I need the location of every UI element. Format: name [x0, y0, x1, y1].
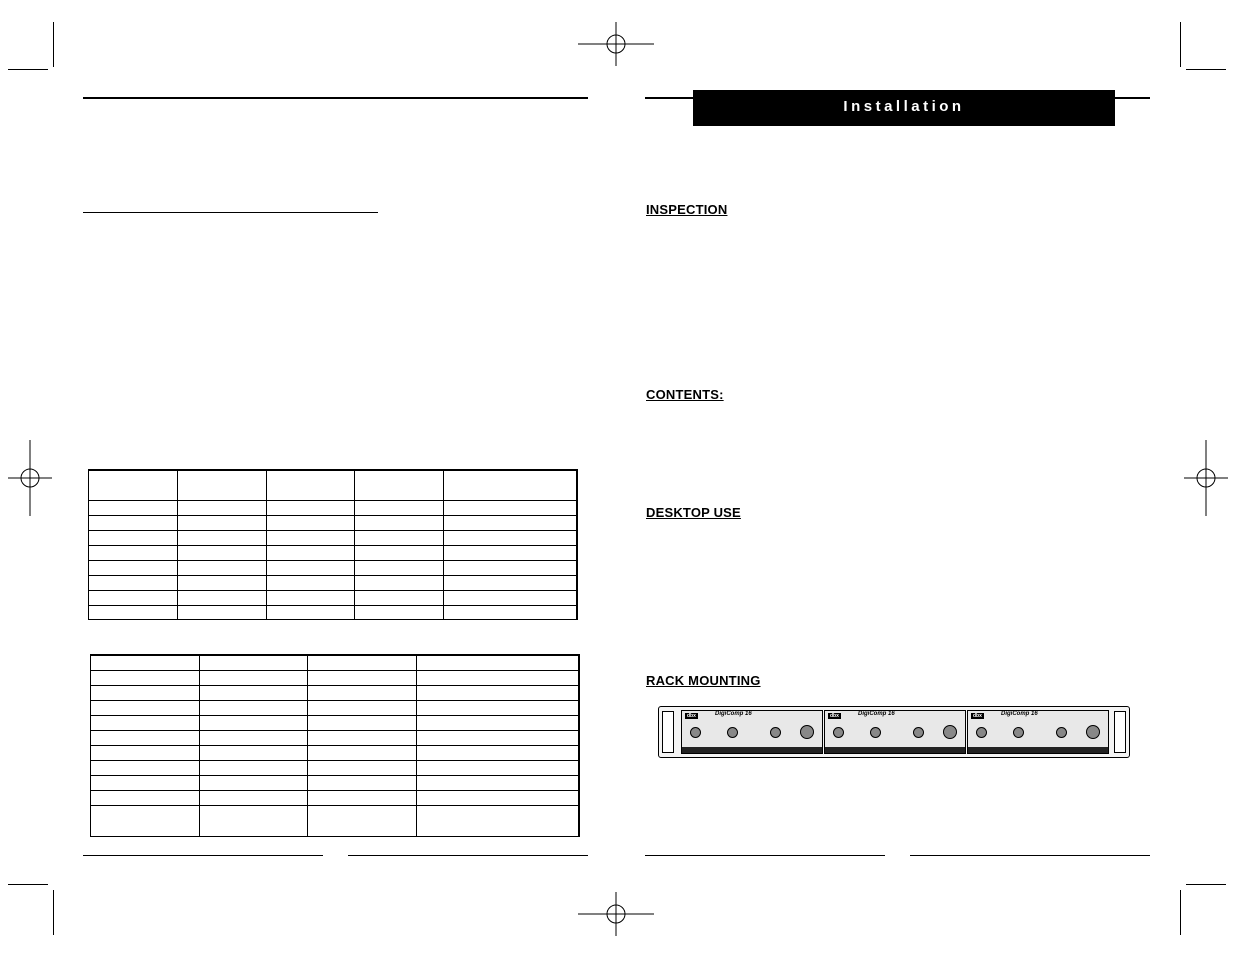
table-cell	[91, 730, 200, 745]
table-cell	[199, 790, 308, 805]
output-knob-icon	[870, 727, 881, 738]
table-row	[91, 790, 580, 805]
table-cell	[89, 515, 178, 530]
table-cell	[91, 805, 200, 836]
table-cell	[308, 775, 417, 790]
table-cell	[416, 760, 579, 775]
rack-mount-illustration	[658, 706, 1130, 758]
threshold-knob-icon	[800, 725, 814, 739]
table-cell	[266, 515, 355, 530]
table-row	[89, 545, 578, 560]
rack-unit-3	[967, 710, 1109, 754]
table-cell	[355, 500, 444, 515]
table-cell	[199, 775, 308, 790]
table-cell	[199, 715, 308, 730]
registration-mark-bottom	[578, 892, 654, 936]
table-cell	[444, 470, 577, 500]
table-cell	[89, 560, 178, 575]
table-cell	[308, 655, 417, 670]
table-cell	[89, 545, 178, 560]
table-cell	[177, 575, 266, 590]
table-cell	[199, 655, 308, 670]
table-row	[91, 775, 580, 790]
left-page-header-rule	[83, 97, 588, 99]
table-cell	[416, 715, 579, 730]
table-cell	[444, 575, 577, 590]
table-row	[89, 500, 578, 515]
table-cell	[308, 685, 417, 700]
table-cell	[308, 670, 417, 685]
table-cell	[89, 605, 178, 619]
section-title-desktop-use: DESKTOP USE	[646, 505, 741, 520]
rack-unit-1	[681, 710, 823, 754]
table-cell	[266, 605, 355, 619]
table-cell	[91, 790, 200, 805]
input-knob-icon	[690, 727, 701, 738]
table-cell	[91, 745, 200, 760]
table-cell	[91, 760, 200, 775]
table-cell	[444, 515, 577, 530]
section-title-rack-mounting: RACK MOUNTING	[646, 673, 761, 688]
table-cell	[266, 590, 355, 605]
mode-knob-icon	[913, 727, 924, 738]
left-page-footer-rule-2	[348, 855, 588, 856]
table-cell	[177, 590, 266, 605]
table-cell	[177, 515, 266, 530]
rack-ear-right	[1114, 711, 1126, 753]
page-title-banner: Installation	[693, 90, 1115, 126]
rack-ear-left	[662, 711, 674, 753]
table-cell	[444, 530, 577, 545]
crop-mark-bottom-left-h	[8, 884, 48, 885]
table-cell	[308, 760, 417, 775]
table-cell	[355, 530, 444, 545]
table-cell	[91, 685, 200, 700]
table-cell	[444, 500, 577, 515]
table-row	[89, 590, 578, 605]
table-cell	[416, 670, 579, 685]
table-row	[89, 560, 578, 575]
table-cell	[308, 805, 417, 836]
table-cell	[355, 575, 444, 590]
section-title-inspection: INSPECTION	[646, 202, 728, 217]
table-row	[89, 575, 578, 590]
table-cell	[416, 790, 579, 805]
unit-model-name: DigiComp 16	[858, 711, 895, 717]
table-row	[91, 805, 580, 836]
table-cell	[416, 700, 579, 715]
table-cell	[91, 715, 200, 730]
crop-mark-top-left-h	[8, 69, 48, 70]
table-cell	[89, 575, 178, 590]
table-cell	[416, 745, 579, 760]
table-cell	[199, 700, 308, 715]
unit-model-name: DigiComp 16	[715, 711, 752, 717]
table-row	[91, 700, 580, 715]
table-cell	[177, 605, 266, 619]
table-cell	[416, 805, 579, 836]
table-cell	[177, 545, 266, 560]
table-cell	[91, 670, 200, 685]
table-cell	[199, 730, 308, 745]
table-cell	[266, 470, 355, 500]
unit-brand-logo: dbx	[687, 713, 696, 719]
registration-mark-left	[8, 440, 52, 516]
table-row	[91, 760, 580, 775]
table-cell	[199, 745, 308, 760]
table-cell	[308, 790, 417, 805]
crop-mark-bottom-right-v	[1180, 890, 1181, 935]
table-cell	[355, 470, 444, 500]
table-cell	[177, 500, 266, 515]
table-cell	[89, 500, 178, 515]
crop-mark-top-right-h	[1186, 69, 1226, 70]
unit-brand-logo: dbx	[830, 713, 839, 719]
table-cell	[199, 805, 308, 836]
table-cell	[355, 515, 444, 530]
table-cell	[89, 530, 178, 545]
table-cell	[266, 530, 355, 545]
input-knob-icon	[833, 727, 844, 738]
table-cell	[91, 775, 200, 790]
right-page-footer-rule-2	[910, 855, 1150, 856]
table-cell	[91, 700, 200, 715]
table-cell	[266, 545, 355, 560]
table-cell	[444, 560, 577, 575]
unit-model-name: DigiComp 16	[1001, 711, 1038, 717]
registration-mark-right	[1184, 440, 1228, 516]
table-row	[91, 685, 580, 700]
crop-mark-bottom-right-h	[1186, 884, 1226, 885]
table-row	[89, 470, 578, 500]
mode-knob-icon	[770, 727, 781, 738]
table-cell	[177, 560, 266, 575]
table-cell	[444, 590, 577, 605]
table-row	[91, 715, 580, 730]
table-cell	[199, 760, 308, 775]
table-cell	[444, 545, 577, 560]
table-cell	[308, 745, 417, 760]
table-cell	[355, 545, 444, 560]
table-cell	[308, 715, 417, 730]
table-row	[91, 655, 580, 670]
table-cell	[89, 590, 178, 605]
table-row	[89, 515, 578, 530]
input-knob-icon	[976, 727, 987, 738]
table-cell	[177, 530, 266, 545]
crop-mark-top-right-v	[1180, 22, 1181, 67]
unit-label-bar	[968, 747, 1108, 753]
table-cell	[355, 560, 444, 575]
table-row	[89, 605, 578, 619]
table-cell	[266, 560, 355, 575]
table-cell	[416, 730, 579, 745]
table-cell	[266, 500, 355, 515]
table-cell	[416, 655, 579, 670]
left-page-footer-rule-1	[83, 855, 323, 856]
unit-brand-logo: dbx	[973, 713, 982, 719]
table-cell	[266, 575, 355, 590]
unit-label-bar	[825, 747, 965, 753]
table-cell	[308, 730, 417, 745]
table-row	[89, 530, 578, 545]
registration-mark-top	[578, 22, 654, 66]
rack-unit-2	[824, 710, 966, 754]
table-cell	[199, 670, 308, 685]
left-table-2	[90, 654, 580, 837]
unit-label-bar	[682, 747, 822, 753]
crop-mark-top-left-v	[53, 22, 54, 67]
threshold-knob-icon	[943, 725, 957, 739]
table-cell	[416, 685, 579, 700]
threshold-knob-icon	[1086, 725, 1100, 739]
table-cell	[89, 470, 178, 500]
table-cell	[177, 470, 266, 500]
output-knob-icon	[727, 727, 738, 738]
table-row	[91, 730, 580, 745]
output-knob-icon	[1013, 727, 1024, 738]
table-row	[91, 670, 580, 685]
left-table-1	[88, 469, 578, 620]
table-cell	[444, 605, 577, 619]
crop-mark-bottom-left-v	[53, 890, 54, 935]
table-cell	[199, 685, 308, 700]
table-cell	[355, 590, 444, 605]
right-page-footer-rule-1	[645, 855, 885, 856]
mode-knob-icon	[1056, 727, 1067, 738]
table-row	[91, 745, 580, 760]
left-page-subheading-rule	[83, 212, 378, 213]
section-title-contents: CONTENTS:	[646, 387, 724, 402]
table-cell	[416, 775, 579, 790]
table-cell	[91, 655, 200, 670]
table-cell	[308, 700, 417, 715]
table-cell	[355, 605, 444, 619]
